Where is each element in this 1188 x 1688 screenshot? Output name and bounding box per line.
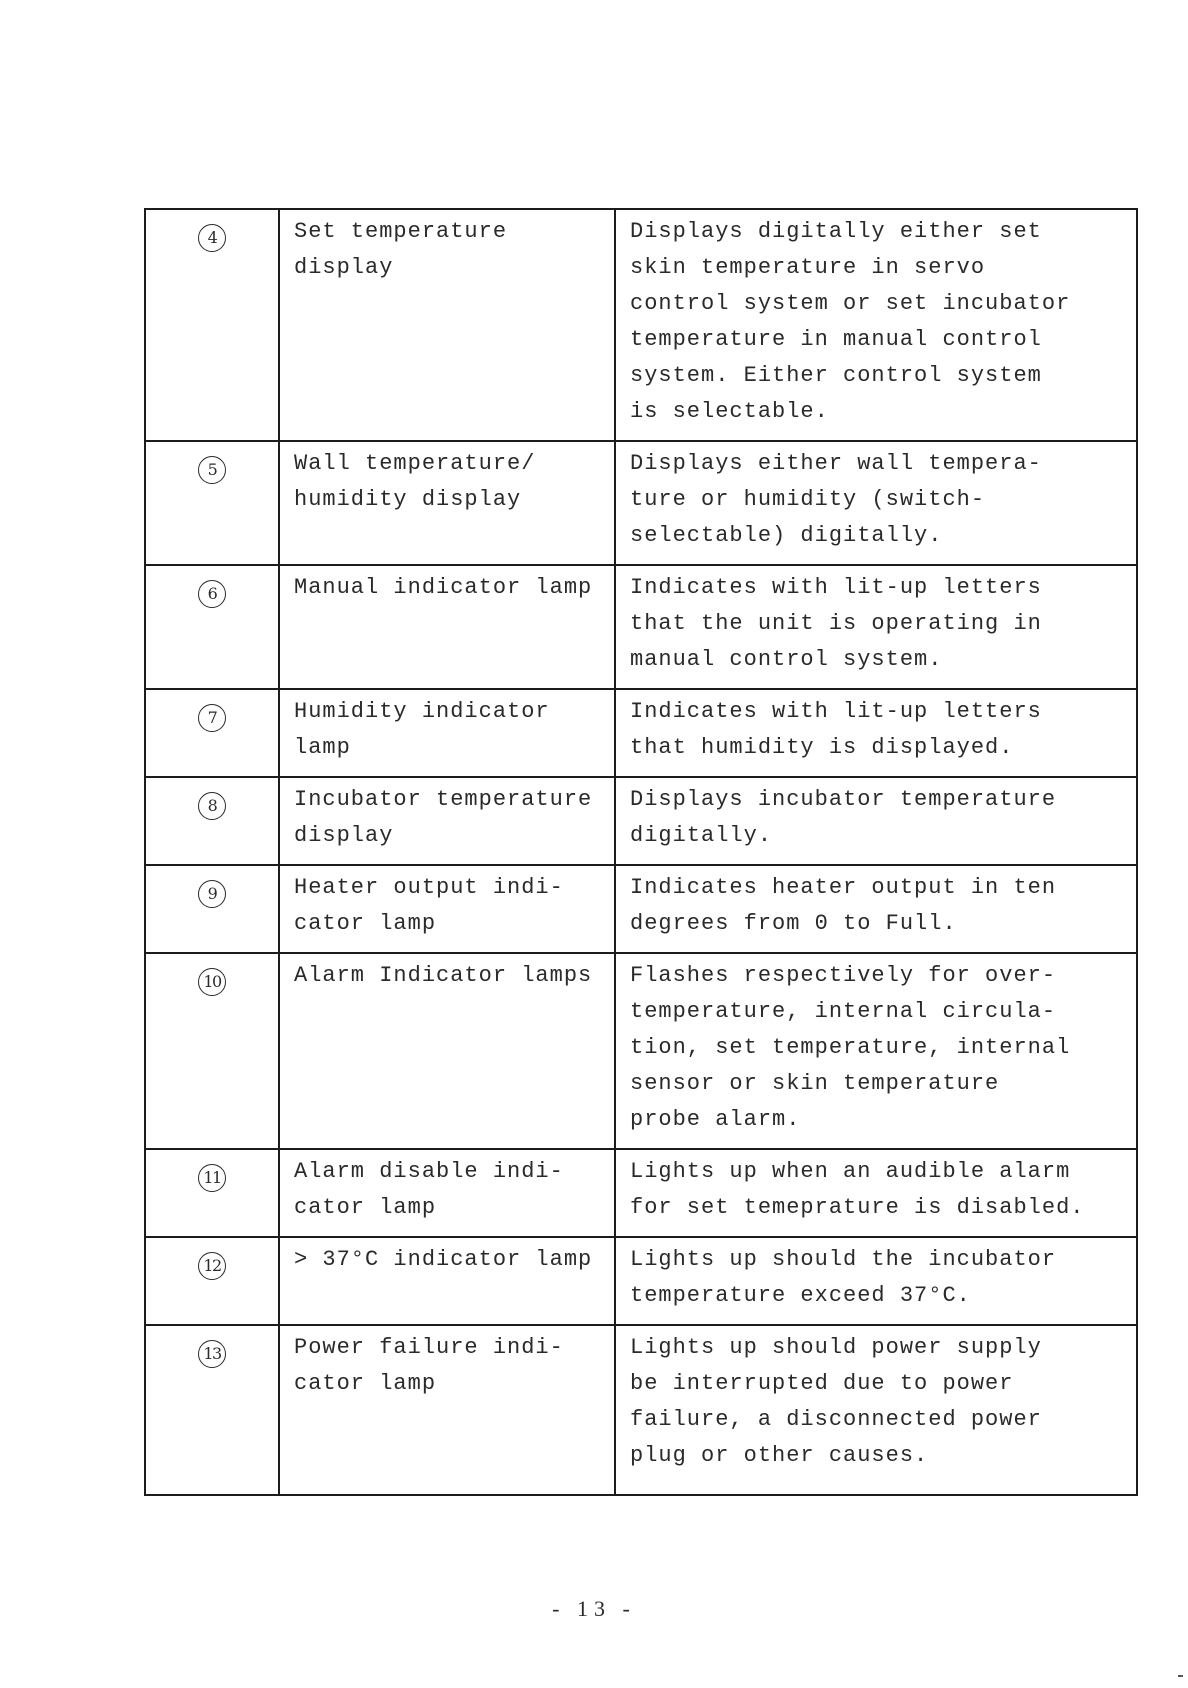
component-name: > 37°C indicator lamp <box>294 1247 593 1272</box>
item-number: 7 <box>198 704 226 732</box>
item-number-cell <box>145 953 279 1149</box>
page-number: - 13 - <box>552 1596 636 1621</box>
component-name-cell <box>279 777 615 865</box>
item-number-cell <box>145 209 279 441</box>
item-number: 12 <box>198 1252 226 1280</box>
component-description: Lights up should power supply be interrupted due to power failure, a disconnected power plug or other causes. <box>630 1335 1042 1468</box>
component-name-cell <box>279 1325 615 1495</box>
item-number: 6 <box>198 580 226 608</box>
component-name-cell <box>279 1237 615 1325</box>
item-number-cell <box>145 1325 279 1495</box>
component-name: Power failure indi- cator lamp <box>294 1335 564 1396</box>
component-name: Heater output indi- cator lamp <box>294 875 564 936</box>
table-row <box>145 865 1137 953</box>
table-row <box>145 441 1137 565</box>
component-description-cell <box>615 565 1137 689</box>
table-row <box>145 1237 1137 1325</box>
component-name: Manual indicator lamp <box>294 575 593 600</box>
component-description: Flashes respectively for over- temperature, internal circula- tion, set temperature, internal sensor or skin temperature probe alarm. <box>630 963 1071 1132</box>
table-row <box>145 1325 1137 1495</box>
component-description: Indicates with lit-up letters that the unit is operating in manual control system. <box>630 575 1042 672</box>
component-name-cell <box>279 1149 615 1237</box>
item-number: 4 <box>198 224 226 252</box>
component-description: Indicates heater output in ten degrees from 0 to Full. <box>630 875 1057 936</box>
component-description-cell <box>615 441 1137 565</box>
component-description-cell <box>615 1325 1137 1495</box>
component-name: Wall temperature/ humidity display <box>294 451 536 512</box>
table-row <box>145 777 1137 865</box>
component-name: Incubator temperature display <box>294 787 593 848</box>
component-name-cell <box>279 953 615 1149</box>
item-number: 8 <box>198 792 226 820</box>
component-description-cell <box>615 777 1137 865</box>
component-description: Lights up should the incubator temperature exceed 37°C. <box>630 1247 1057 1308</box>
item-number-cell <box>145 865 279 953</box>
table-row <box>145 953 1137 1149</box>
component-description-cell <box>615 865 1137 953</box>
component-description: Displays incubator temperature digitally. <box>630 787 1057 848</box>
component-description-cell <box>615 1149 1137 1237</box>
item-number: 5 <box>198 456 226 484</box>
item-number: 9 <box>198 880 226 908</box>
component-name: Alarm disable indi- cator lamp <box>294 1159 564 1220</box>
item-number-cell <box>145 565 279 689</box>
item-number: 10 <box>198 968 226 996</box>
table-row <box>145 209 1137 441</box>
component-name: Alarm Indicator lamps <box>294 963 593 988</box>
component-name-cell <box>279 865 615 953</box>
component-description-cell <box>615 209 1137 441</box>
component-description-cell <box>615 689 1137 777</box>
item-number-cell <box>145 441 279 565</box>
item-number: 11 <box>198 1164 226 1192</box>
component-description-cell <box>615 1237 1137 1325</box>
component-name-cell <box>279 209 615 441</box>
component-description: Displays digitally either set skin temperature in servo control system or set incubator temperature in manual control system. Either control system is selectable. <box>630 219 1071 424</box>
item-number: 13 <box>198 1340 226 1368</box>
item-number-cell <box>145 689 279 777</box>
component-name-cell <box>279 689 615 777</box>
component-description: Indicates with lit-up letters that humidity is displayed. <box>630 699 1042 760</box>
component-name-cell <box>279 441 615 565</box>
component-description: Displays either wall tempera- ture or humidity (switch- selectable) digitally. <box>630 451 1042 548</box>
table-row <box>145 565 1137 689</box>
component-description: Lights up when an audible alarm for set temeprature is disabled. <box>630 1159 1085 1220</box>
component-name: Set temperature display <box>294 219 508 280</box>
table-row <box>145 689 1137 777</box>
item-number-cell <box>145 777 279 865</box>
item-number-cell <box>145 1149 279 1237</box>
table-row <box>145 1149 1137 1237</box>
component-description-cell <box>615 953 1137 1149</box>
component-table <box>144 208 1138 1496</box>
item-number-cell <box>145 1237 279 1325</box>
component-name: Humidity indicator lamp <box>294 699 550 760</box>
component-name-cell <box>279 565 615 689</box>
scan-edge-mark <box>1178 1675 1183 1677</box>
